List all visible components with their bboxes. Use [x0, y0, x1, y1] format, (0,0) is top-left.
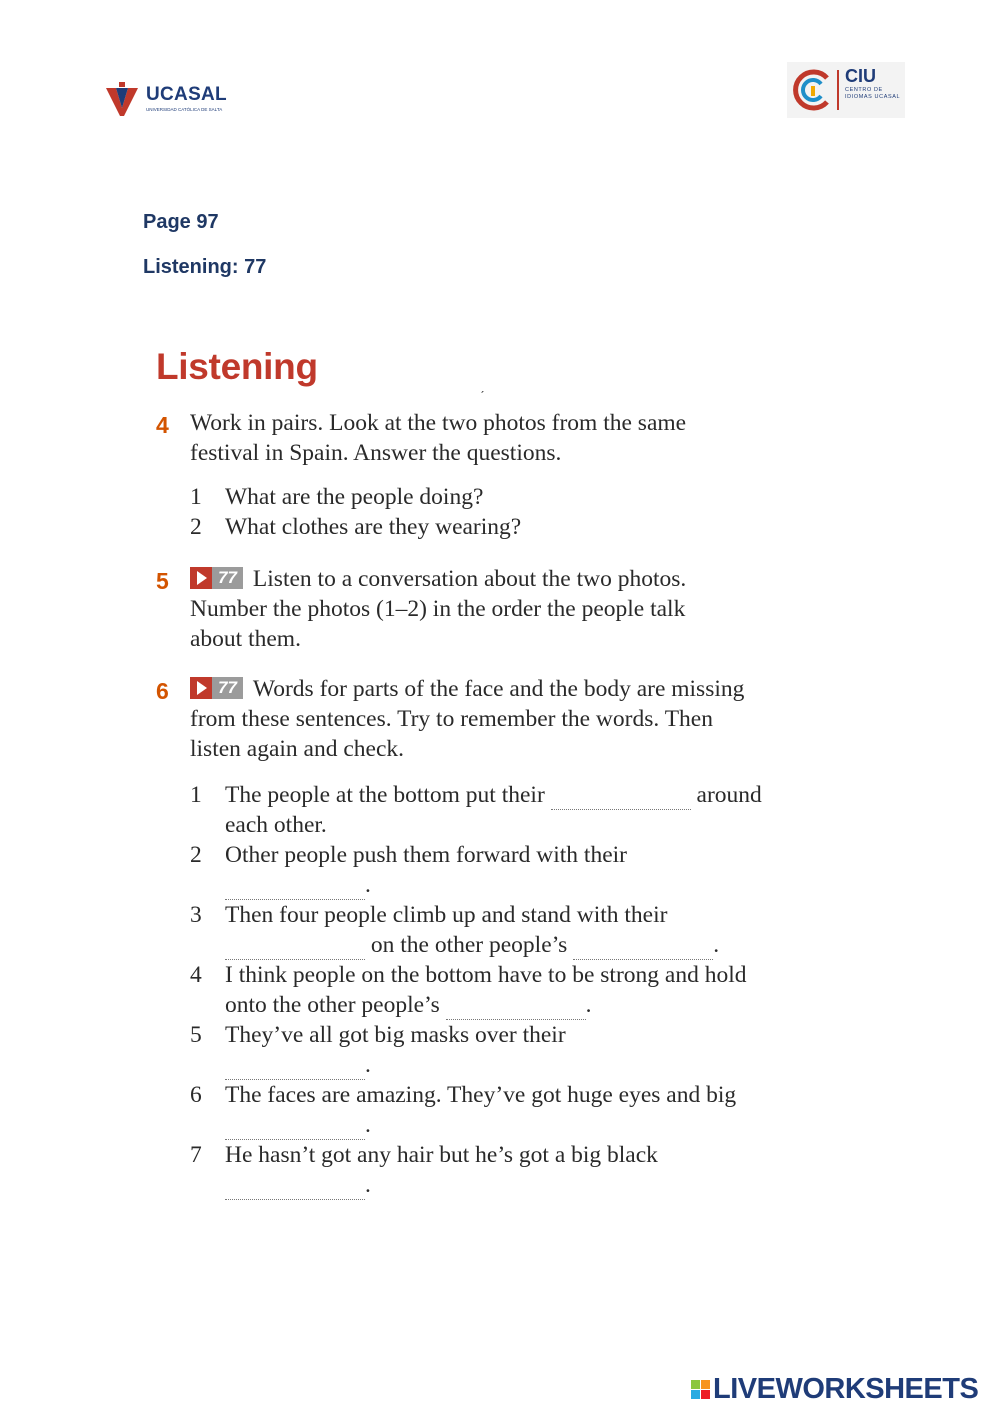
sentence-end: .	[365, 1052, 371, 1078]
exercise-instructions	[190, 674, 760, 764]
ciu-logo	[787, 62, 905, 118]
question-number: 2	[190, 514, 202, 540]
liveworksheets-tiles-icon	[691, 1380, 710, 1399]
question-number: 4	[190, 962, 202, 988]
exercise-number: 6	[156, 678, 169, 704]
sentence-start: Other people push them forward with their	[225, 842, 628, 868]
answer-blank[interactable]	[225, 1119, 365, 1140]
question-number: 1	[190, 782, 202, 808]
answer-blank[interactable]	[225, 1179, 365, 1200]
question-text	[225, 900, 765, 960]
question-number: 5	[190, 1022, 202, 1048]
ciu-name: CIU	[845, 66, 876, 86]
track-number: 77	[212, 677, 243, 699]
sentence-end: .	[365, 1112, 371, 1138]
track-number: 77	[212, 567, 243, 589]
sentence-start: He hasn’t got any hair but he’s got a big black	[225, 1142, 658, 1168]
question-text	[225, 1140, 765, 1200]
exercise-instructions	[190, 564, 735, 654]
ciu-subtitle: CENTRO DE IDIOMAS UCASAL	[845, 87, 901, 100]
answer-blank[interactable]	[573, 939, 713, 960]
audio-play-button[interactable]	[190, 677, 243, 699]
exercise-number: 4	[156, 412, 169, 438]
play-icon	[190, 677, 212, 699]
book-excerpt	[150, 340, 770, 1210]
answer-blank[interactable]	[225, 879, 365, 900]
liveworksheets-brand: LIVEWORKSHEETS	[713, 1372, 979, 1405]
question-text	[225, 1080, 765, 1140]
question-number: 1	[190, 484, 202, 510]
question-text: What clothes are they wearing?	[225, 514, 522, 540]
ucasal-logo	[104, 82, 234, 118]
audio-play-button[interactable]	[190, 567, 243, 589]
ciu-divider	[837, 70, 839, 110]
exercise-number: 5	[156, 568, 169, 594]
ucasal-subtitle: UNIVERSIDAD CATÓLICA DE SALTA	[146, 107, 223, 112]
question-number: 2	[190, 842, 202, 868]
exercise-text: Listen to a conversation about the two photos. Number the photos (1–2) in the order the people talk about them.	[190, 566, 687, 652]
answer-blank[interactable]	[446, 999, 586, 1020]
question-text: What are the people doing?	[225, 484, 484, 510]
sentence-end: .	[365, 872, 371, 898]
question-text	[225, 780, 765, 840]
exercise-instructions: Work in pairs. Look at the two photos from the same festival in Spain. Answer the questions.	[190, 410, 687, 466]
sentence-start: The faces are amazing. They’ve got huge eyes and big	[225, 1082, 737, 1108]
sentence-middle: on the other people’s	[370, 932, 568, 958]
page-number: Page 97	[143, 211, 219, 233]
exercise-text: Words for parts of the face and the body are missing from these sentences. Try to remember the words. Then listen again and check.	[190, 676, 745, 762]
question-text	[225, 1020, 765, 1080]
question-number: 6	[190, 1082, 202, 1108]
sentence-start: I think people on the bottom have to be strong and hold onto the other people’s	[225, 962, 747, 1018]
listening-track: Listening: 77	[143, 256, 267, 278]
sentence-end: .	[585, 992, 592, 1018]
question-number: 7	[190, 1142, 202, 1168]
answer-blank[interactable]	[225, 939, 365, 960]
ucasal-shield-icon	[104, 82, 140, 118]
sentence-end: .	[365, 1172, 371, 1198]
sentence-end: .	[713, 932, 720, 958]
question-number: 3	[190, 902, 202, 928]
scan-mark: ˊ	[480, 388, 485, 404]
question-text	[225, 840, 765, 900]
ucasal-name: UCASAL	[146, 84, 227, 105]
sentence-start: The people at the bottom put their	[225, 782, 545, 808]
liveworksheets-logo	[691, 1374, 978, 1404]
sentence-start: Then four people climb up and stand with their	[225, 902, 668, 928]
sentence-start: They’ve all got big masks over their	[225, 1022, 566, 1048]
ciu-circle-icon	[791, 66, 835, 114]
question-text	[225, 960, 765, 1020]
play-icon	[190, 567, 212, 589]
section-heading: Listening	[156, 346, 318, 387]
answer-blank[interactable]	[225, 1059, 365, 1080]
sentence-end: around each other.	[225, 782, 762, 838]
answer-blank[interactable]	[551, 789, 691, 810]
